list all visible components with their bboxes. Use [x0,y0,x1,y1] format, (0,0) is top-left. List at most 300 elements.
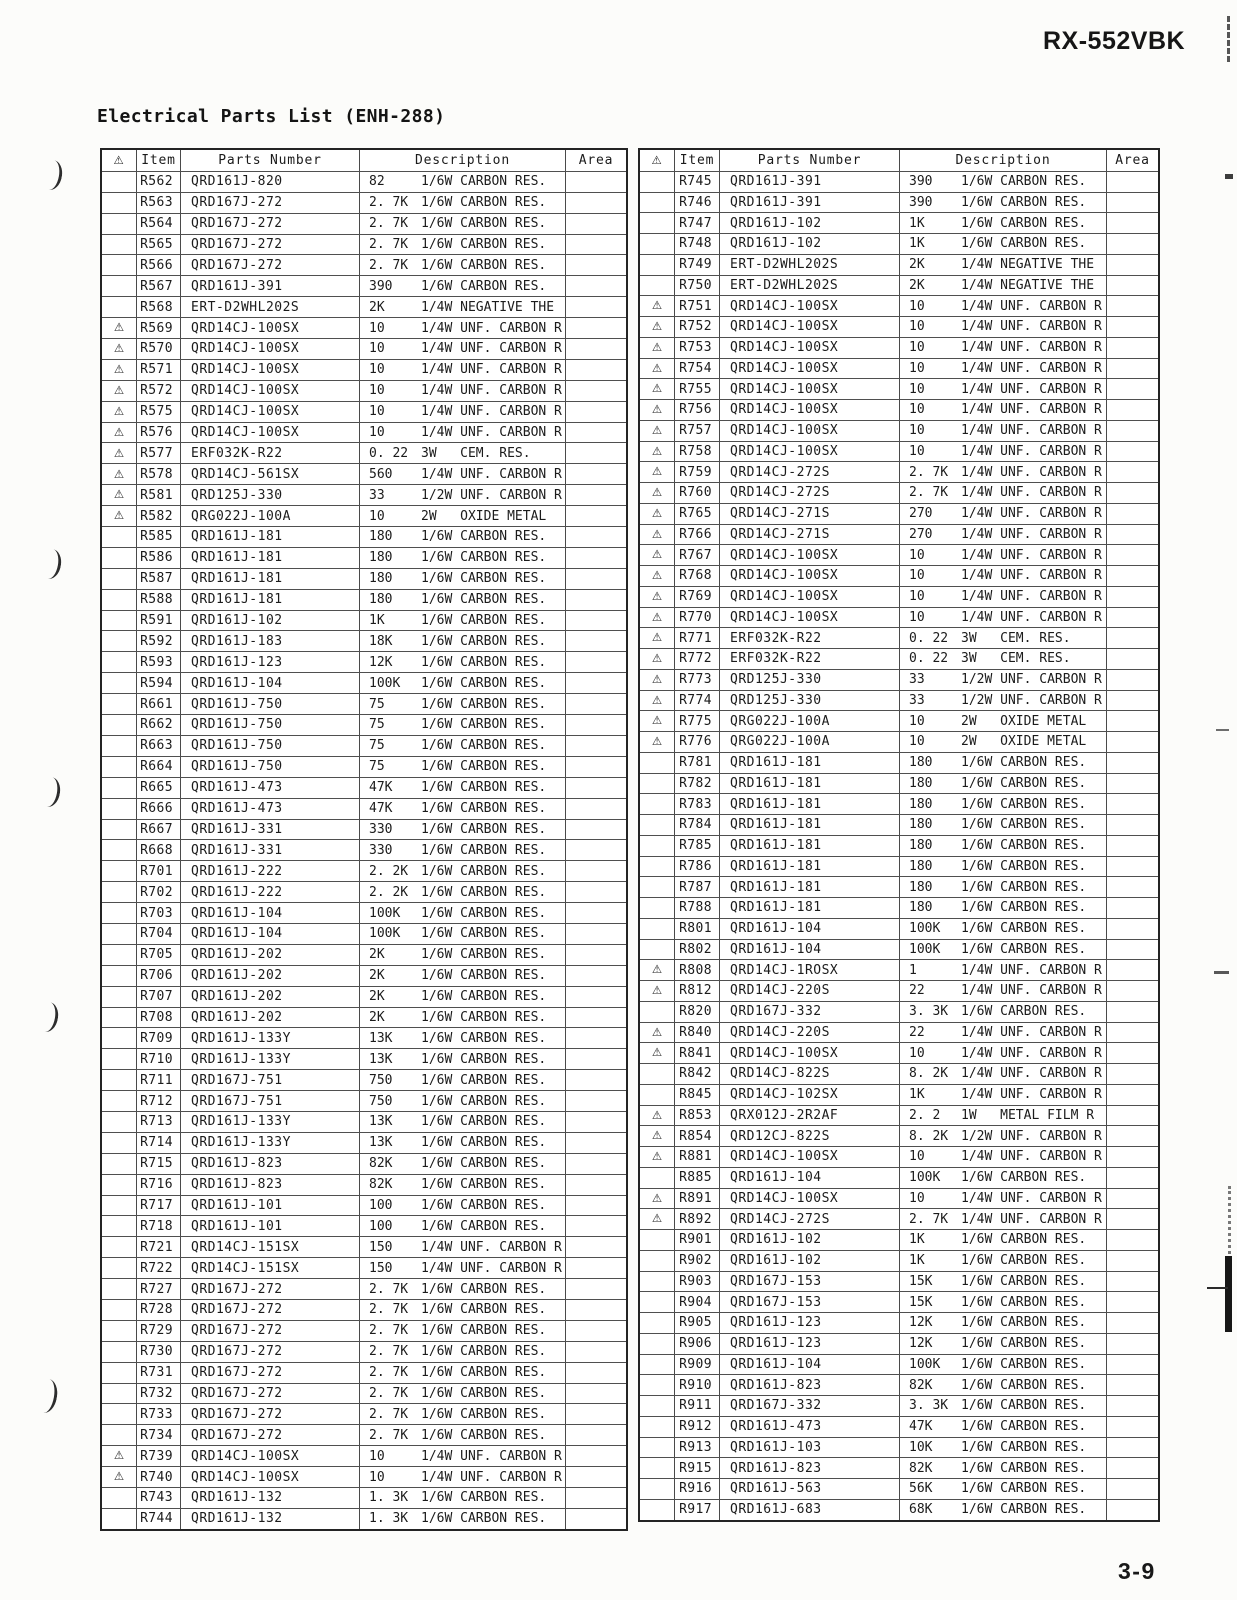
area-cell [565,1467,626,1487]
warn-cell [640,1334,674,1354]
parts-number-cell: QRD161J-104 [719,919,899,939]
area-cell [565,694,626,714]
item-cell: R661 [136,694,180,714]
warn-cell [102,1384,136,1404]
description-text: 1/2W UNF. CARBON R [421,487,562,503]
item-cell: R787 [674,877,719,897]
description-cell [359,235,565,255]
parts-number-cell: QRD161J-102 [719,1230,899,1250]
area-cell [1106,1002,1158,1022]
page-title: Electrical Parts List (ENH-288) [97,106,446,127]
parts-number-cell: QRD167J-272 [180,1363,359,1383]
parts-number-cell: QRD161J-101 [180,1216,359,1236]
item-cell: R768 [674,566,719,586]
description-cell [359,966,565,986]
item-cell: R788 [674,898,719,918]
description-text: 1/4W UNF. CARBON R [961,526,1102,542]
description-value: 82K [369,1156,393,1172]
parts-number-cell: QRD161J-181 [719,815,899,835]
warn-cell [640,1043,674,1063]
description-value: 10 [909,547,925,563]
table-row [640,420,1158,441]
table-row [102,338,626,359]
item-cell: R586 [136,548,180,568]
description-value: 75 [369,717,385,733]
description-text: 1/6W CARBON RES. [961,838,1087,854]
description-value: 82K [909,1377,933,1393]
description-value: 0. 22 [909,651,949,667]
parts-number-cell: QRD161J-132 [180,1488,359,1508]
warning-triangle-icon: ⚠ [651,1024,663,1039]
area-cell [1106,566,1158,586]
area-cell [1106,1375,1158,1395]
warning-triangle-icon: ⚠ [651,464,663,479]
area-cell [1106,940,1158,960]
description-value: 10K [909,1439,933,1455]
table-row [102,1341,626,1362]
parts-number-cell: QRD167J-332 [719,1002,899,1022]
description-value: 2. 7K [369,1302,409,1318]
model-number: RX-552VBK [1043,27,1186,55]
description-text: 1/4W NEGATIVE THE [421,299,555,315]
description-cell [899,628,1106,648]
description-cell [899,836,1106,856]
warning-triangle-icon: ⚠ [651,734,663,749]
parts-number-cell: QRD167J-153 [719,1272,899,1292]
table-row [102,714,626,735]
warn-cell [640,1023,674,1043]
description-cell [899,1396,1106,1416]
warn-cell [640,338,674,358]
parts-number-cell: QRD161J-823 [180,1175,359,1195]
description-value: 12K [909,1315,933,1331]
description-text: 1/6W CARBON RES. [421,1072,547,1088]
table-row [640,212,1158,233]
table-row [640,856,1158,877]
description-cell [899,1189,1106,1209]
table-row [102,547,626,568]
description-value: 180 [909,755,933,771]
warn-cell [640,234,674,254]
description-value: 2K [369,947,385,963]
description-text: 1/4W UNF. CARBON R [961,1087,1102,1103]
warn-cell [102,569,136,589]
warn-cell [102,1404,136,1424]
area-cell [1106,234,1158,254]
description-cell [359,1154,565,1174]
description-value: 100 [369,1218,393,1234]
table-row [640,1478,1158,1499]
description-text: 1/6W CARBON RES. [421,195,547,211]
description-text: 1/6W CARBON RES. [421,550,547,566]
area-cell [1106,1189,1158,1209]
description-text: 1/4W UNF. CARBON R [421,1239,562,1255]
area-cell [1106,1396,1158,1416]
parts-number-cell: QRD161J-181 [719,794,899,814]
description-cell [899,898,1106,918]
table-row [102,213,626,234]
description-value: 10 [909,609,925,625]
parts-number-cell: QRD161J-563 [719,1479,899,1499]
description-text: 1/4W UNF. CARBON R [961,381,1102,397]
area-cell [1106,1064,1158,1084]
item-cell: R901 [674,1230,719,1250]
table-row [640,1022,1158,1043]
area-cell [565,402,626,422]
parts-number-cell: QRD161J-202 [180,966,359,986]
item-cell: R566 [136,255,180,275]
area-cell [1106,898,1158,918]
warn-cell [102,1008,136,1028]
warn-cell [640,400,674,420]
description-value: 2. 7K [369,1344,409,1360]
description-cell [359,1342,565,1362]
description-text: 1/4W UNF. CARBON R [961,1066,1102,1082]
table-row [102,442,626,463]
description-value: 10 [909,443,925,459]
area-cell [1106,545,1158,565]
area-cell [565,360,626,380]
description-cell [899,940,1106,960]
area-cell [565,1133,626,1153]
description-text: 1/6W CARBON RES. [421,1093,547,1109]
description-cell [899,1272,1106,1292]
table-row [102,463,626,484]
description-value: 82K [909,1460,933,1476]
table-row [640,1208,1158,1229]
table-row [102,944,626,965]
area-cell [565,1446,626,1466]
warning-triangle-icon: ⚠ [113,466,125,481]
parts-number-cell: QRD161J-222 [180,861,359,881]
description-value: 1K [909,1232,925,1248]
warn-cell [640,1292,674,1312]
parts-number-cell: QRD161J-202 [180,987,359,1007]
warn-cell [640,172,674,192]
description-cell [359,820,565,840]
description-cell [359,381,565,401]
warning-triangle-icon: ⚠ [651,381,663,396]
description-text: 1/6W CARBON RES. [421,571,547,587]
description-text: 1/6W CARBON RES. [421,842,547,858]
description-text: 1/4W UNF. CARBON R [421,466,562,482]
table-row [102,296,626,317]
warn-cell [640,1313,674,1333]
description-text: 1/6W CARBON RES. [961,921,1087,937]
table-row [102,1111,626,1132]
area-cell [565,715,626,735]
item-cell: R587 [136,569,180,589]
warning-triangle-icon: ⚠ [651,1211,663,1226]
table-row [102,881,626,902]
area-cell [1106,213,1158,233]
item-cell: R576 [136,423,180,443]
description-value: 10 [369,425,385,441]
item-cell: R592 [136,631,180,651]
warn-cell [640,276,674,296]
warning-triangle-icon: ⚠ [651,319,663,334]
warning-triangle-icon: ⚠ [113,1448,125,1463]
description-cell [359,590,565,610]
warning-triangle-icon: ⚠ [651,360,663,375]
area-cell [565,548,626,568]
description-value: 2K [909,257,925,273]
description-value: 390 [909,194,933,210]
description-text: 1/4W UNF. CARBON R [961,423,1102,439]
area-cell [565,276,626,296]
description-cell [359,757,565,777]
warn-cell [640,1189,674,1209]
description-cell [899,234,1106,254]
item-cell: R802 [674,940,719,960]
item-cell: R743 [136,1488,180,1508]
description-text: 1/6W CARBON RES. [421,237,547,252]
warning-triangle-icon: ⚠ [651,547,663,562]
item-cell: R733 [136,1404,180,1424]
table-row [640,544,1158,565]
table-row [102,693,626,714]
description-value: 100K [909,1356,941,1372]
description-text: 1/6W CARBON RES. [961,1273,1087,1289]
description-text: 1/6W CARBON RES. [961,1294,1087,1310]
warn-cell [640,1458,674,1478]
parts-number-cell: QRD161J-104 [180,903,359,923]
description-cell [899,1251,1106,1271]
description-text: 1/6W CARBON RES. [421,1511,547,1527]
table-row [102,1445,626,1466]
parts-number-cell: QRD14CJ-100SX [719,587,899,607]
parts-number-cell: QRD161J-823 [719,1375,899,1395]
description-text: 1/4W UNF. CARBON R [421,404,562,420]
table-row [640,1146,1158,1167]
binding-mark [33,1377,60,1414]
area-cell [1106,317,1158,337]
table-row [640,316,1158,337]
description-cell [899,1313,1106,1333]
description-cell [359,1196,565,1216]
warn-cell [640,1479,674,1499]
item-cell: R774 [674,691,719,711]
scan-edge-artifact [1216,729,1229,731]
warning-triangle-icon: ⚠ [651,713,663,728]
item-cell: R767 [674,545,719,565]
warn-cell [640,898,674,918]
item-cell: R913 [674,1438,719,1458]
description-text: 1/4W UNF. CARBON R [421,362,562,378]
description-text: 1/4W UNF. CARBON R [961,360,1102,376]
area-cell [1106,1230,1158,1250]
area-cell [1106,1106,1158,1126]
warning-triangle-icon: ⚠ [651,1045,663,1060]
description-value: 2K [369,1009,385,1025]
warning-triangle-icon: ⚠ [113,403,125,418]
parts-number-cell: QRG022J-100A [719,732,899,752]
item-cell: R727 [136,1279,180,1299]
item-cell: R773 [674,670,719,690]
table-row [102,1466,626,1487]
warn-cell [640,1064,674,1084]
table-row [640,192,1158,213]
table-row [102,484,626,505]
parts-number-cell: QRD14CJ-151SX [180,1237,359,1257]
area-cell [565,339,626,359]
parts-number-cell: QRD125J-330 [719,670,899,690]
scan-edge-artifact [1225,1256,1232,1332]
warning-triangle-icon: ⚠ [651,983,663,998]
parts-number-cell: QRD161J-103 [719,1438,899,1458]
warning-triangle-icon: ⚠ [651,152,663,167]
scan-edge-artifact [1207,1287,1228,1289]
area-cell [565,736,626,756]
area-cell [565,485,626,505]
parts-number-cell: QRD167J-272 [180,1404,359,1424]
table-row [640,295,1158,316]
table-row [102,1362,626,1383]
warning-triangle-icon: ⚠ [651,1149,663,1164]
description-value: 2. 7K [909,1211,949,1227]
warn-cell [102,1488,136,1508]
description-value: 2. 2K [369,884,409,900]
description-cell [359,799,565,819]
warn-cell [640,255,674,275]
table-row [640,1354,1158,1375]
description-text: 1/4W UNF. CARBON R [421,383,562,399]
description-text: 3W CEM. RES. [961,651,1071,667]
item-cell: R728 [136,1300,180,1320]
description-cell [899,483,1106,503]
description-text: 1/6W CARBON RES. [421,1427,547,1443]
table-row [640,793,1158,814]
description-value: 10 [369,341,385,357]
parts-number-cell: QRX012J-2R2AF [719,1106,899,1126]
warn-cell [102,652,136,672]
warn-cell [102,1175,136,1195]
item-cell: R853 [674,1106,719,1126]
warn-column-header [102,150,136,171]
description-text: 2W OXIDE METAL [421,508,547,524]
description-value: 180 [909,879,933,895]
description-value: 8. 2K [909,1128,949,1144]
warn-cell [102,861,136,881]
description-column-header: Description [359,150,565,171]
description-cell [359,464,565,484]
description-text: 1/4W UNF. CARBON R [421,320,562,336]
description-value: 1K [909,236,925,252]
parts-number-cell: QRD161J-181 [180,590,359,610]
area-cell [565,820,626,840]
area-cell [565,1008,626,1028]
item-cell: R567 [136,276,180,296]
description-text: 1/4W UNF. CARBON R [961,506,1102,522]
description-cell [359,1404,565,1424]
description-value: 10 [369,1448,385,1464]
area-cell [1106,462,1158,482]
item-cell: R702 [136,882,180,902]
parts-number-cell: ERF032K-R22 [180,443,359,463]
parts-number-cell: QRD167J-272 [180,193,359,213]
parts-number-cell: QRG022J-100A [719,711,899,731]
description-cell [899,670,1106,690]
description-value: 13K [369,1114,393,1130]
warn-cell [640,1500,674,1520]
parts-number-cell: QRD14CJ-100SX [180,339,359,359]
description-value: 270 [909,506,933,522]
parts-number-cell: QRD161J-391 [180,276,359,296]
description-cell [899,960,1106,980]
warn-cell [102,235,136,255]
item-cell: R911 [674,1396,719,1416]
table-row [102,735,626,756]
warn-cell [640,317,674,337]
description-text: 1/6W CARBON RES. [421,1051,547,1067]
item-cell: R747 [674,213,719,233]
item-cell: R752 [674,317,719,337]
parts-number-cell: QRD161J-132 [180,1509,359,1529]
description-cell [899,1438,1106,1458]
parts-number-cell: QRD161J-104 [719,1355,899,1375]
parts-number-cell: QRD14CJ-102SX [719,1085,899,1105]
warn-cell [102,193,136,213]
description-text: 1/6W CARBON RES. [421,905,547,921]
description-text: 1/6W CARBON RES. [961,194,1087,210]
parts-number-cell: QRD14CJ-220S [719,1023,899,1043]
description-text: 2W OXIDE METAL [961,734,1087,750]
table-row [102,610,626,631]
area-cell [1106,1272,1158,1292]
item-cell: R712 [136,1091,180,1111]
warn-cell [640,711,674,731]
description-value: 750 [369,1093,393,1109]
parts-number-cell: QRD161J-181 [719,877,899,897]
warn-cell [640,1126,674,1146]
area-cell [565,506,626,526]
area-cell [1106,1043,1158,1063]
parts-number-cell: QRD161J-133Y [180,1133,359,1153]
description-text: 1/6W CARBON RES. [421,989,547,1005]
warn-cell [102,339,136,359]
description-text: 1/6W CARBON RES. [421,1385,547,1401]
description-text: 1/4W UNF. CARBON R [961,298,1102,314]
item-cell: R751 [674,296,719,316]
description-value: 10 [909,734,925,750]
item-cell: R801 [674,919,719,939]
warning-triangle-icon: ⚠ [651,339,663,354]
warn-cell [640,587,674,607]
description-value: 10 [909,423,925,439]
item-cell: R808 [674,960,719,980]
item-cell: R755 [674,379,719,399]
area-cell [1106,919,1158,939]
description-text: 1/6W CARBON RES. [421,1323,547,1339]
warn-cell [640,1251,674,1271]
description-cell [359,485,565,505]
description-cell [899,1064,1106,1084]
table-row [640,565,1158,586]
warn-cell [102,318,136,338]
area-cell [565,1384,626,1404]
table-row [640,1105,1158,1126]
warn-cell [640,1355,674,1375]
parts-number-cell: QRD161J-473 [719,1417,899,1437]
description-cell [899,815,1106,835]
description-value: 2. 2K [369,863,409,879]
table-row [640,1333,1158,1354]
table-row [640,607,1158,628]
description-cell [899,276,1106,296]
table-row [640,1229,1158,1250]
area-cell [565,1112,626,1132]
parts-number-cell: QRD14CJ-100SX [719,379,899,399]
